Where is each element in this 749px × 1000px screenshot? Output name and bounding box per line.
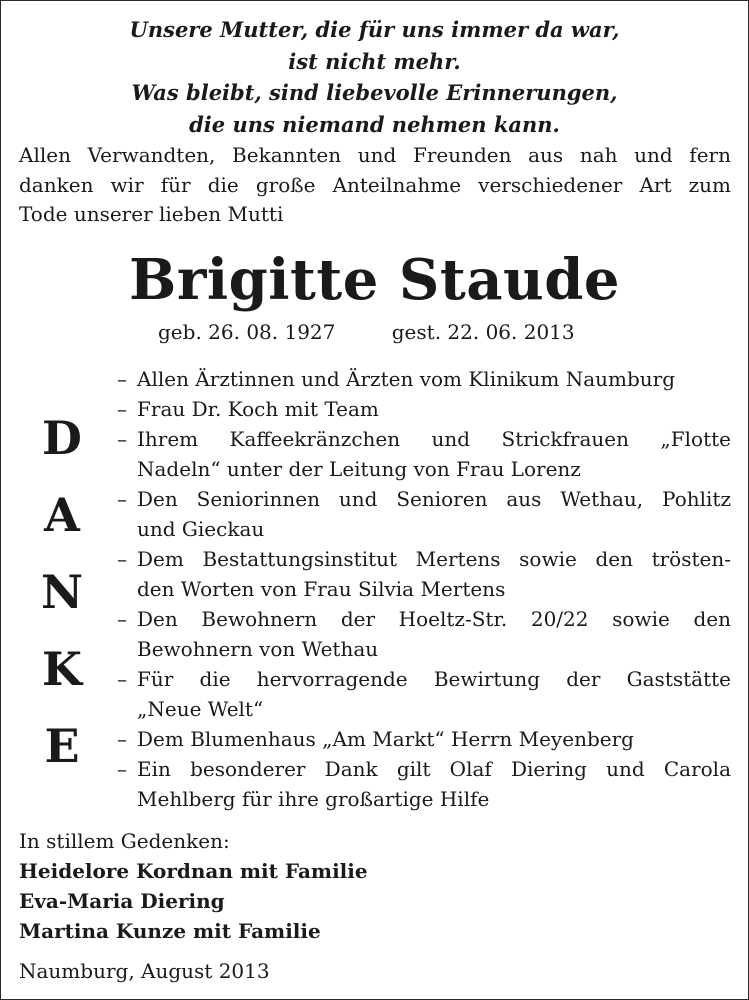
list-item	[117, 484, 731, 544]
place-date: Naumburg, August 2013	[19, 959, 270, 983]
intro-line: danken wir für die große Anteilnahme verschiedener Art zum	[19, 172, 731, 197]
dash-bullet: –	[117, 427, 127, 451]
danke-letter: A	[44, 488, 80, 542]
dash-bullet: –	[117, 727, 127, 751]
list-item	[117, 394, 731, 424]
intro-line: Tode unserer lieben Mutti	[19, 202, 284, 226]
dash-bullet: –	[117, 487, 127, 511]
item-line: Den Seniorinnen und Senioren aus Wethau, Pohlitz	[137, 487, 731, 511]
item-line: Für die hervorragende Bewirtung der Gaststätte	[137, 667, 731, 691]
dash-bullet: –	[117, 547, 127, 571]
list-item	[117, 724, 731, 754]
list-item	[117, 364, 731, 394]
dash-bullet: –	[117, 607, 127, 631]
poem-line: die uns niemand nehmen kann.	[189, 111, 560, 137]
item-line: Dem Bestattungsinstitut Mertens sowie den trösten-	[137, 547, 731, 571]
poem-line: ist nicht mehr.	[288, 48, 461, 74]
danke-vertical	[36, 400, 88, 785]
danke-letter: D	[42, 411, 82, 465]
memorial-poem	[0, 14, 749, 140]
deceased-name: Brigitte Staude	[129, 247, 620, 313]
list-item	[117, 664, 731, 724]
list-item	[117, 754, 731, 814]
mourner-name: Heidelore Kordnan mit Familie	[19, 859, 368, 883]
intro-line: Allen Verwandten, Bekannten und Freunden aus nah und fern	[19, 143, 731, 167]
item-line: den Worten von Frau Silvia Mertens	[137, 577, 506, 601]
danke-letter: N	[40, 565, 84, 619]
dash-bullet: –	[117, 397, 127, 421]
dash-bullet: –	[117, 367, 127, 391]
poem-line: Was bleibt, sind liebevolle Erinnerungen,	[131, 80, 618, 105]
thanks-intro	[19, 141, 731, 230]
item-line: „Neue Welt“	[137, 697, 264, 721]
dash-bullet: –	[117, 667, 127, 691]
mourner-name: Martina Kunze mit Familie	[19, 919, 321, 943]
item-line: Mehlberg für ihre großartige Hilfe	[137, 787, 490, 811]
death-date: gest. 22. 06. 2013	[391, 320, 575, 344]
item-line: Nadeln“ unter der Leitung von Frau Lorenz	[137, 457, 581, 481]
life-dates	[158, 318, 575, 346]
danke-letter: K	[42, 642, 82, 696]
dash-bullet: –	[117, 757, 127, 781]
thanks-list	[117, 364, 731, 814]
danke-letter: E	[44, 719, 80, 773]
list-item	[117, 604, 731, 664]
item-line: Allen Ärztinnen und Ärzten vom Klinikum Naumburg	[137, 367, 676, 391]
item-line: Frau Dr. Koch mit Team	[137, 397, 379, 421]
item-line: Bewohnern von Wethau	[137, 637, 379, 661]
item-line: und Gieckau	[137, 517, 265, 541]
mourner-name: Eva-Maria Diering	[19, 889, 225, 913]
birth-date: geb. 26. 08. 1927	[158, 320, 336, 344]
poem-line: Unsere Mutter, die für uns immer da war,	[129, 17, 620, 42]
item-line: Den Bewohnern der Hoeltz-Str. 20/22 sowie den	[137, 607, 731, 631]
signature-block	[19, 826, 368, 946]
item-line: Dem Blumenhaus „Am Markt“ Herrn Meyenberg	[137, 727, 634, 751]
item-line: Ein besonderer Dank gilt Olaf Diering und Carola	[137, 757, 731, 781]
item-line: Ihrem Kaffeekränzchen und Strickfrauen „Flotte	[137, 427, 731, 451]
memorial-intro: In stillem Gedenken:	[19, 829, 230, 853]
list-item	[117, 544, 731, 604]
list-item	[117, 424, 731, 484]
